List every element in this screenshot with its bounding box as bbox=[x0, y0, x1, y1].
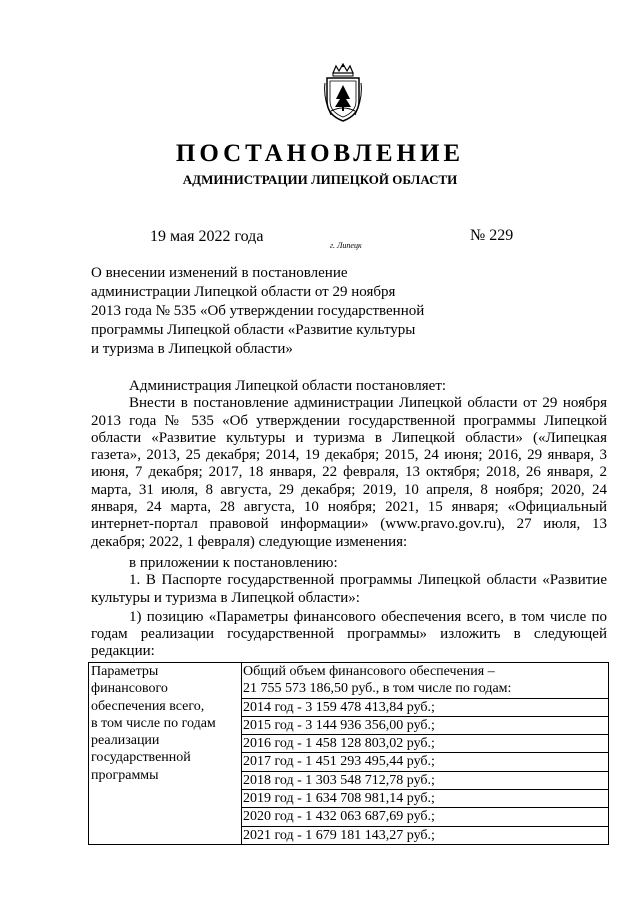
document-title: ПОСТАНОВЛЕНИЕ bbox=[175, 140, 465, 167]
subject-line: и туризма в Липецкой области» bbox=[91, 341, 293, 357]
table-left-cell bbox=[89, 663, 242, 845]
table-row: 2015 год - 3 144 936 356,00 руб.; bbox=[242, 717, 608, 735]
body-paragraph: в приложении к постановлению: bbox=[129, 554, 338, 571]
table-left-line: программы bbox=[91, 767, 159, 783]
table-left-line: финансового bbox=[91, 681, 168, 697]
table-right-cell bbox=[242, 663, 609, 845]
table-head-line: Общий объем финансового обеспечения – bbox=[243, 664, 495, 679]
table-row: 2017 год - 1 451 293 495,44 руб.; bbox=[242, 753, 608, 771]
table-row: 2019 год - 1 634 708 981,14 руб.; bbox=[242, 790, 608, 808]
table-left-line: государственной bbox=[91, 750, 191, 766]
body-paragraph: 1. В Паспорте государственной программы Липецкой области «Развитие культуры и туризма в Липецкой области»: bbox=[91, 572, 607, 606]
table-row: 2018 год - 1 303 548 712,78 руб.; bbox=[242, 772, 608, 790]
subject-line: 2013 года № 535 «Об утверждении государственной bbox=[91, 303, 425, 319]
table-row: 2021 год - 1 679 181 143,27 руб.; bbox=[243, 827, 435, 843]
subject-line: программы Липецкой области «Развитие культуры bbox=[91, 322, 416, 338]
table-left-line: Параметры bbox=[91, 664, 159, 679]
document-subtitle: АДМИНИСТРАЦИИ ЛИПЕЦКОЙ ОБЛАСТИ bbox=[182, 172, 458, 187]
coat-of-arms-icon bbox=[323, 63, 363, 125]
table-row: 2016 год - 1 458 128 803,02 руб.; bbox=[242, 735, 608, 753]
document-city: г. Липецк bbox=[330, 241, 362, 250]
body-paragraph: Администрация Липецкой области постановляет: bbox=[129, 378, 447, 394]
subject-line: О внесении изменений в постановление bbox=[91, 265, 348, 281]
table-row: 2020 год - 1 432 063 687,69 руб.; bbox=[242, 808, 608, 826]
document-date: 19 мая 2022 года bbox=[150, 228, 264, 245]
document-subject bbox=[91, 264, 451, 359]
document-body bbox=[91, 378, 607, 661]
table-left-line: реализации bbox=[91, 733, 160, 749]
financing-table bbox=[88, 662, 609, 845]
body-paragraph: Внести в постановление администрации Липецкой области от 29 ноября 2013 года № 535 «Об утверждении государственной программы Липецкой области «Развитие культуры и туризма в Липецкой области» («Липецкая газета», 2013, 25 декабря; 2014, 19 декабря; 2015, 24 июня; 2016, 29 января, 3 июня, 7 декабря; 2017, 18 января, 22 февраля, 13 октября; 2018, 26 января, 2 марта, 31 июля, 8 августа, 29 декабря; 2019, 10 апреля, 8 ноября; 2020, 24 января, 24 марта, 28 августа, 10 ноября; 2021, 15 января; «Официальный интернет-портал правовой информации» (www.pravo.gov.ru), 27 июля, 13 декабря; 2022, 1 февраля) следующие изменения: bbox=[91, 395, 607, 550]
table-row: 2014 год - 3 159 478 413,84 руб.; bbox=[242, 699, 608, 717]
subject-line: администрации Липецкой области от 29 ноября bbox=[91, 284, 396, 300]
table-head-line: 21 755 573 186,50 руб., в том числе по годам: bbox=[242, 680, 608, 698]
body-paragraph: 1) позицию «Параметры финансового обеспечения всего, в том числе по годам реализации государственной программы» изложить в следующей редакции: bbox=[91, 608, 607, 660]
table-left-line: в том числе по годам bbox=[91, 715, 216, 731]
table-left-line: обеспечения всего, bbox=[91, 698, 205, 714]
document-number: № 229 bbox=[470, 227, 514, 244]
